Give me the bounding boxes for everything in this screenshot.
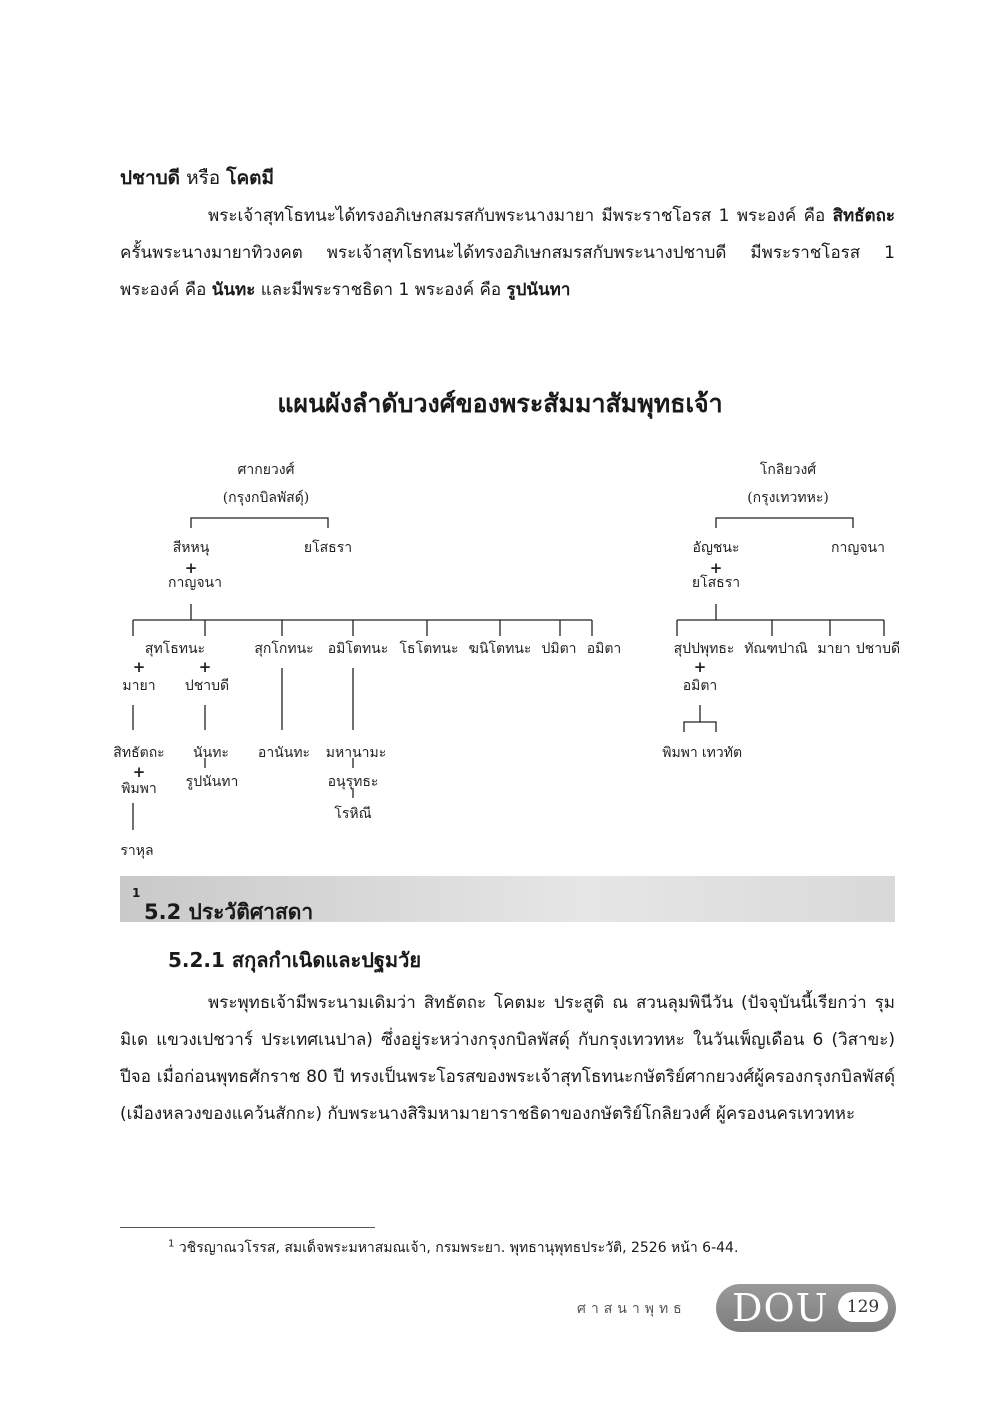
footnote: $^1$ วชิรญาณวโรรส, สมเด็จพระมหาสมณเจ้า, กรมพระยา. พุทธานุพุทธประวัติ, 2526 หน้า 6-44. (168, 1238, 739, 1256)
tree-node: โธโตทนะ (399, 641, 459, 657)
marriage-plus: + (198, 658, 212, 676)
tree-node: กาญจนา (831, 540, 885, 556)
tree-node: มายา (817, 641, 851, 657)
running-footer: ศาสนาพุทธ (577, 1301, 687, 1317)
tree-node: ทัณฑปาณิ (744, 641, 808, 657)
chart-title: แผนผังลำดับวงศ์ของพระสัมมาสัมพุทธเจ้า (277, 389, 723, 418)
marriage-plus: + (132, 763, 146, 781)
tree-node: สีหหนุ (172, 540, 210, 556)
tree-node: มายา (122, 678, 156, 694)
tree-node: พิมพา (662, 745, 698, 761)
page-number: 129 (838, 1292, 888, 1322)
tree-node: รูปนันทา (185, 774, 239, 790)
body-paragraph: พระพุทธเจ้ามีพระนามเดิมว่า สิทธัตถะ โคตมะ ประสูติ ณ สวนลุมพินีวัน (ปัจจุบันนี้เรียกว่า รุมมิเด แขวงเปชวาร์ ประเทศเนปาล) ซึ่งอยู่ระหว่างกรุงกบิลพัสดุ์ กับกรุงเทวทหะ ในวันเพ็ญเดือน 6 (วิสาขะ) ปีจอ เมื่อก่อนพุทธศักราช 80 ปี ทรงเป็นพระโอรสของพระเจ้าสุทโธทนะกษัตริย์ศากยวงศ์ผู้ครองกรุงกบิลพัสดุ์ (เมืองหลวงของแคว้นสักกะ) กับพระนางสิริมหามายาราชธิดาของกษัตริย์โกลิยวงศ์ ผู้ครองนครเทวทหะ (120, 993, 895, 1124)
tree-node: สุกโกทนะ (254, 641, 314, 657)
page-badge (716, 1284, 896, 1332)
marriage-plus: + (132, 658, 146, 676)
tree-node: อนุรุทธะ (327, 774, 379, 790)
tree-node: อมิโตทนะ (327, 641, 389, 657)
intro-paragraph: พระเจ้าสุทโธทนะได้ทรงอภิเษกสมรสกับพระนางมายา มีพระราชโอรส 1 พระองค์ คือ สิทธัตถะ ครั้นพระนางมายาทิวงคต พระเจ้าสุทโธทนะได้ทรงอภิเษกสมรสกับพระนางปชาบดี มีพระราชโอรส 1 พระองค์ คือ นันทะ และมีพระราชธิดา 1 พระองค์ คือ รูปนันทา (120, 206, 895, 300)
tree-node: ปชาบดี (855, 641, 901, 657)
marriage-plus: + (693, 658, 707, 676)
tree-node: อัญชนะ (692, 540, 740, 556)
tree-node: อานันทะ (257, 745, 311, 761)
tree-node: เทวทัต (701, 745, 743, 761)
tree-node: สุปปพุทธะ (673, 641, 735, 657)
tree-connectors (133, 518, 884, 830)
tree-node: สุทโธทนะ (144, 641, 206, 657)
sakya-city-label: (กรุงกบิลพัสดุ์) (222, 490, 310, 506)
tree-node: อมิตา (682, 678, 718, 694)
tree-node: ราหุล (120, 843, 154, 859)
tree-node: ปชาบดี (184, 678, 230, 694)
koliya-clan-label: โกลิยวงศ์ (759, 462, 817, 478)
koliya-city-label: (กรุงเทวทหะ) (747, 490, 829, 506)
subsection-title: 5.2.1 สกุลกำเนิดและปฐมวัย (168, 948, 422, 972)
tree-node: กาญจนา (168, 575, 222, 591)
tree-node: ยโสธรา (691, 575, 741, 591)
tree-node: อมิตา (586, 641, 622, 657)
dou-logo: DOU (732, 1286, 829, 1330)
tree-node: ยโสธรา (303, 540, 353, 556)
footnote-divider (120, 1227, 375, 1228)
tree-node: มหานามะ (325, 745, 387, 761)
sakya-clan-label: ศากยวงศ์ (237, 462, 295, 478)
tree-node: ปมิตา (541, 641, 577, 657)
tree-node: สิทธัตถะ (113, 745, 165, 761)
tree-node: โรหิณี (334, 806, 372, 822)
family-tree-diagram (0, 440, 1000, 870)
marriage-plus: + (709, 559, 723, 577)
section-title: 5.2 ประวัติศาสดา $^1$ (132, 886, 314, 924)
tree-node: ฆนิโตทนะ (468, 641, 532, 657)
marriage-plus: + (184, 559, 198, 577)
section-bar (120, 876, 895, 922)
tree-node: นันทะ (193, 745, 229, 761)
tree-node: พิมพา (121, 781, 157, 797)
section-heading: ปชาบดี หรือ โคตมี (120, 167, 275, 189)
